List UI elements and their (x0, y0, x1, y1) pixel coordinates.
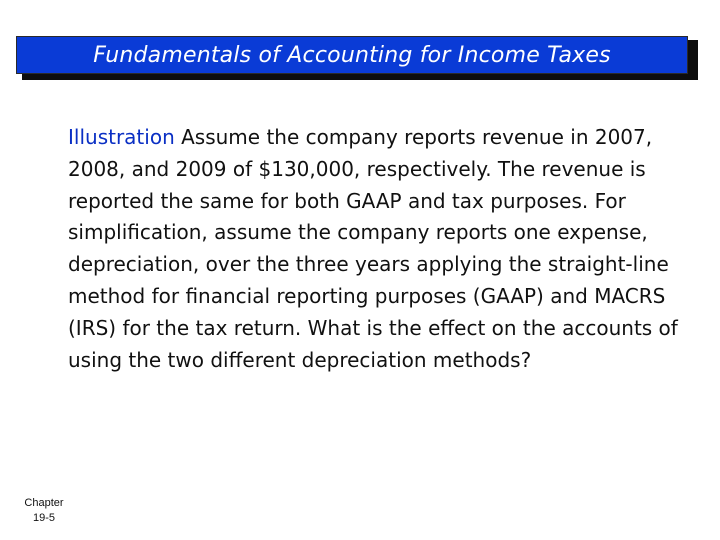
illustration-label: Illustration (68, 125, 175, 149)
slide-title: Fundamentals of Accounting for Income Taxes (93, 42, 611, 68)
page-number: 19-5 (32, 512, 56, 524)
illustration-text: Assume the company reports revenue in 2007, 2008, and 2009 of $130,000, respectively. The revenue is reported the same for both GAAP and tax purposes. For simplification, assume the company reports one expense, depreciation, over the three years applying the straight-line method for financial reporting purposes (GAAP) and MACRS (IRS) for the tax return. What is the effect on the accounts of using the two different depreciation methods? (68, 125, 678, 372)
chapter-label: Chapter (24, 497, 64, 509)
chapter-footer (16, 496, 72, 526)
illustration-paragraph (68, 122, 698, 376)
title-banner (16, 36, 688, 74)
